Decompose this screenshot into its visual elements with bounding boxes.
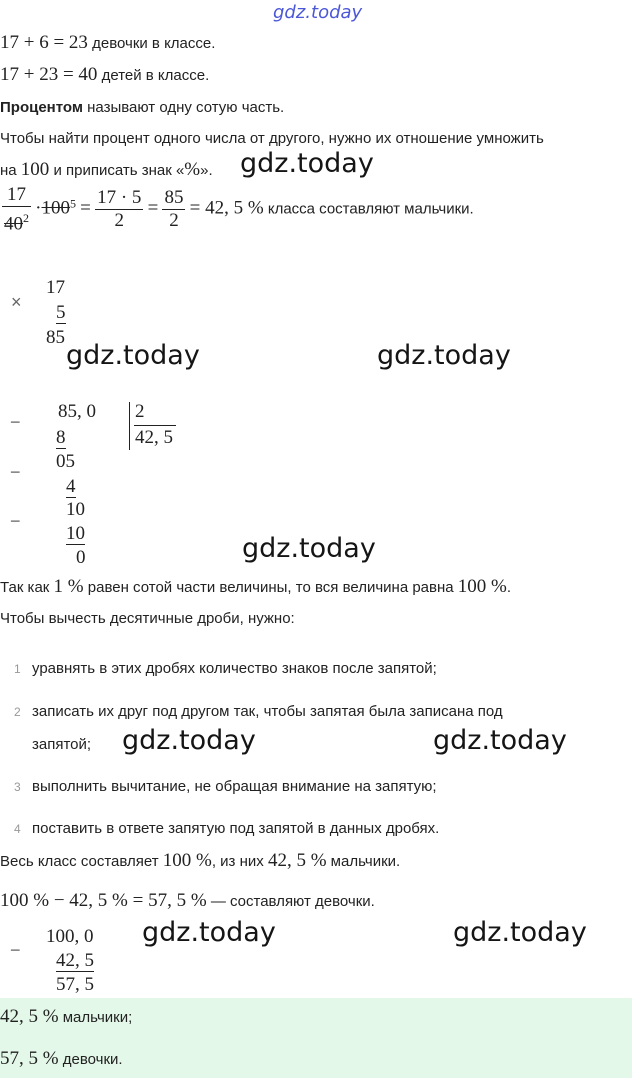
minus-operator: − [10,511,21,531]
line-text: мальчики; [58,1009,133,1026]
line-text: Чтобы найти процент одного числа от другого, нужно их отношение умножить [0,130,544,147]
math-expr: 100 % [162,850,212,871]
minus-operator: − [10,412,21,432]
subtrahend-1 [56,427,66,449]
term-bold: Процентом [0,99,83,116]
line-text: и приписать знак « [49,162,185,179]
mult-result: 85 [46,327,65,348]
line-text: мальчики. [326,853,401,870]
denominator [2,207,31,235]
line-text: . [506,579,512,596]
denominator: 2 [169,210,179,232]
remainder-2: 10 [66,499,85,520]
list-number: 4 [14,822,21,836]
struck-value: 100 [41,197,70,219]
dividend: 85, 0 [58,401,96,422]
line-text: Так как [0,579,54,596]
math-operator: = [80,197,91,219]
math-expr: 57, 5 % [0,1048,59,1069]
difference: 57, 5 [56,974,94,995]
line-text: детей в классе. [97,67,210,84]
math-expr: 100 % [457,576,507,597]
math-operator: = [147,197,159,219]
underlined-value: 4 [66,476,76,497]
math-expr: 1 % [53,576,84,597]
underlined-value: 42, 5 [56,950,94,971]
line-children [0,64,209,86]
numerator: 17 [2,184,31,207]
answer-girls [0,1048,123,1070]
line-percent-rule [0,130,544,147]
division-bar [129,402,130,450]
line-text: девочки. [58,1051,123,1068]
math-operator: · [35,197,42,219]
math-expr: 17 + 6 = 23 [0,32,88,53]
line-text: на [0,162,21,179]
line-text: — составляют девочки. [206,893,375,910]
answer-boys [0,1006,132,1028]
math-expr: 42, 5 % [0,1006,59,1027]
line-text: , из них [211,853,268,870]
line-text: Чтобы вычесть десятичные дроби, нужно: [0,610,295,627]
mult-factor-a: 17 [46,277,65,298]
math-expr: 17 + 23 = 40 [0,64,98,85]
answer-block [0,998,632,1078]
top-watermark: gdz.today [273,2,363,23]
line-text: класса составляют мальчики. [263,200,474,218]
list-item-continuation: запятой; [32,736,92,753]
subtrahend-2 [66,476,76,498]
math-expr: % [184,159,201,180]
watermark: gdz.today [242,533,376,564]
struck-value: 40 [4,213,23,235]
list-number: 1 [14,662,21,676]
fraction-17x5-2 [95,187,143,232]
watermark: gdz.today [240,148,374,179]
line-text: Весь класс составляет [0,853,163,870]
watermark: gdz.today [433,725,567,756]
minuend: 100, 0 [46,926,94,947]
line-text: равен сотой части величины, то вся величина равна [83,579,458,596]
watermark: gdz.today [122,725,256,756]
fraction-85-2 [162,187,185,232]
underlined-value: 5 [56,302,66,323]
line-whole-is-100 [0,576,511,598]
line-girls-percent [0,890,375,912]
watermark: gdz.today [377,340,511,371]
math-expr: 42, 5 % [267,850,327,871]
fraction-17-40 [2,184,31,235]
line-text: ». [200,162,213,179]
subtrahend-3 [66,523,85,545]
math-expr: 100 [20,159,50,180]
line-text: называют одну сотую часть. [82,99,285,116]
list-item: уравнять в этих дробях количество знаков после запятой; [32,660,437,677]
line-text: девочки в классе. [87,35,216,52]
numerator: 17 · 5 [97,187,142,209]
list-item: записать их друг под другом так, чтобы запятая была записана под [32,703,503,720]
watermark: gdz.today [66,340,200,371]
superscript: 2 [23,211,29,225]
mult-factor-b [56,302,66,324]
minus-operator: − [10,940,21,960]
math-expr: 100 % − 42, 5 % = 57, 5 % [0,890,207,911]
watermark: gdz.today [142,917,276,948]
denominator: 2 [114,210,124,232]
remainder-1: 05 [56,451,75,472]
formula-percent [2,184,474,235]
line-subtract-intro [0,610,295,627]
multiply-operator: × [11,292,22,312]
underlined-value: 8 [56,427,66,448]
watermark: gdz.today [453,917,587,948]
numerator: 85 [164,187,184,209]
divisor: 2 [135,401,145,422]
line-girls [0,32,215,54]
list-number: 3 [14,780,21,794]
subtrahend [56,950,94,972]
list-number: 2 [14,705,21,719]
line-percent-rule-2 [0,159,213,181]
quotient: 42, 5 [135,427,173,448]
line-percent-definition [0,99,284,116]
line-class-total [0,850,400,872]
list-item: выполнить вычитание, не обращая внимание на запятую; [32,778,437,795]
superscript: 5 [70,196,76,211]
minus-operator: − [10,462,21,482]
division-line [134,425,176,426]
underlined-value: 10 [66,523,85,544]
list-item: поставить в ответе запятую под запятой в данных дробях. [32,820,440,837]
math-result: = 42, 5 % [189,197,264,219]
remainder-3: 0 [76,547,86,568]
